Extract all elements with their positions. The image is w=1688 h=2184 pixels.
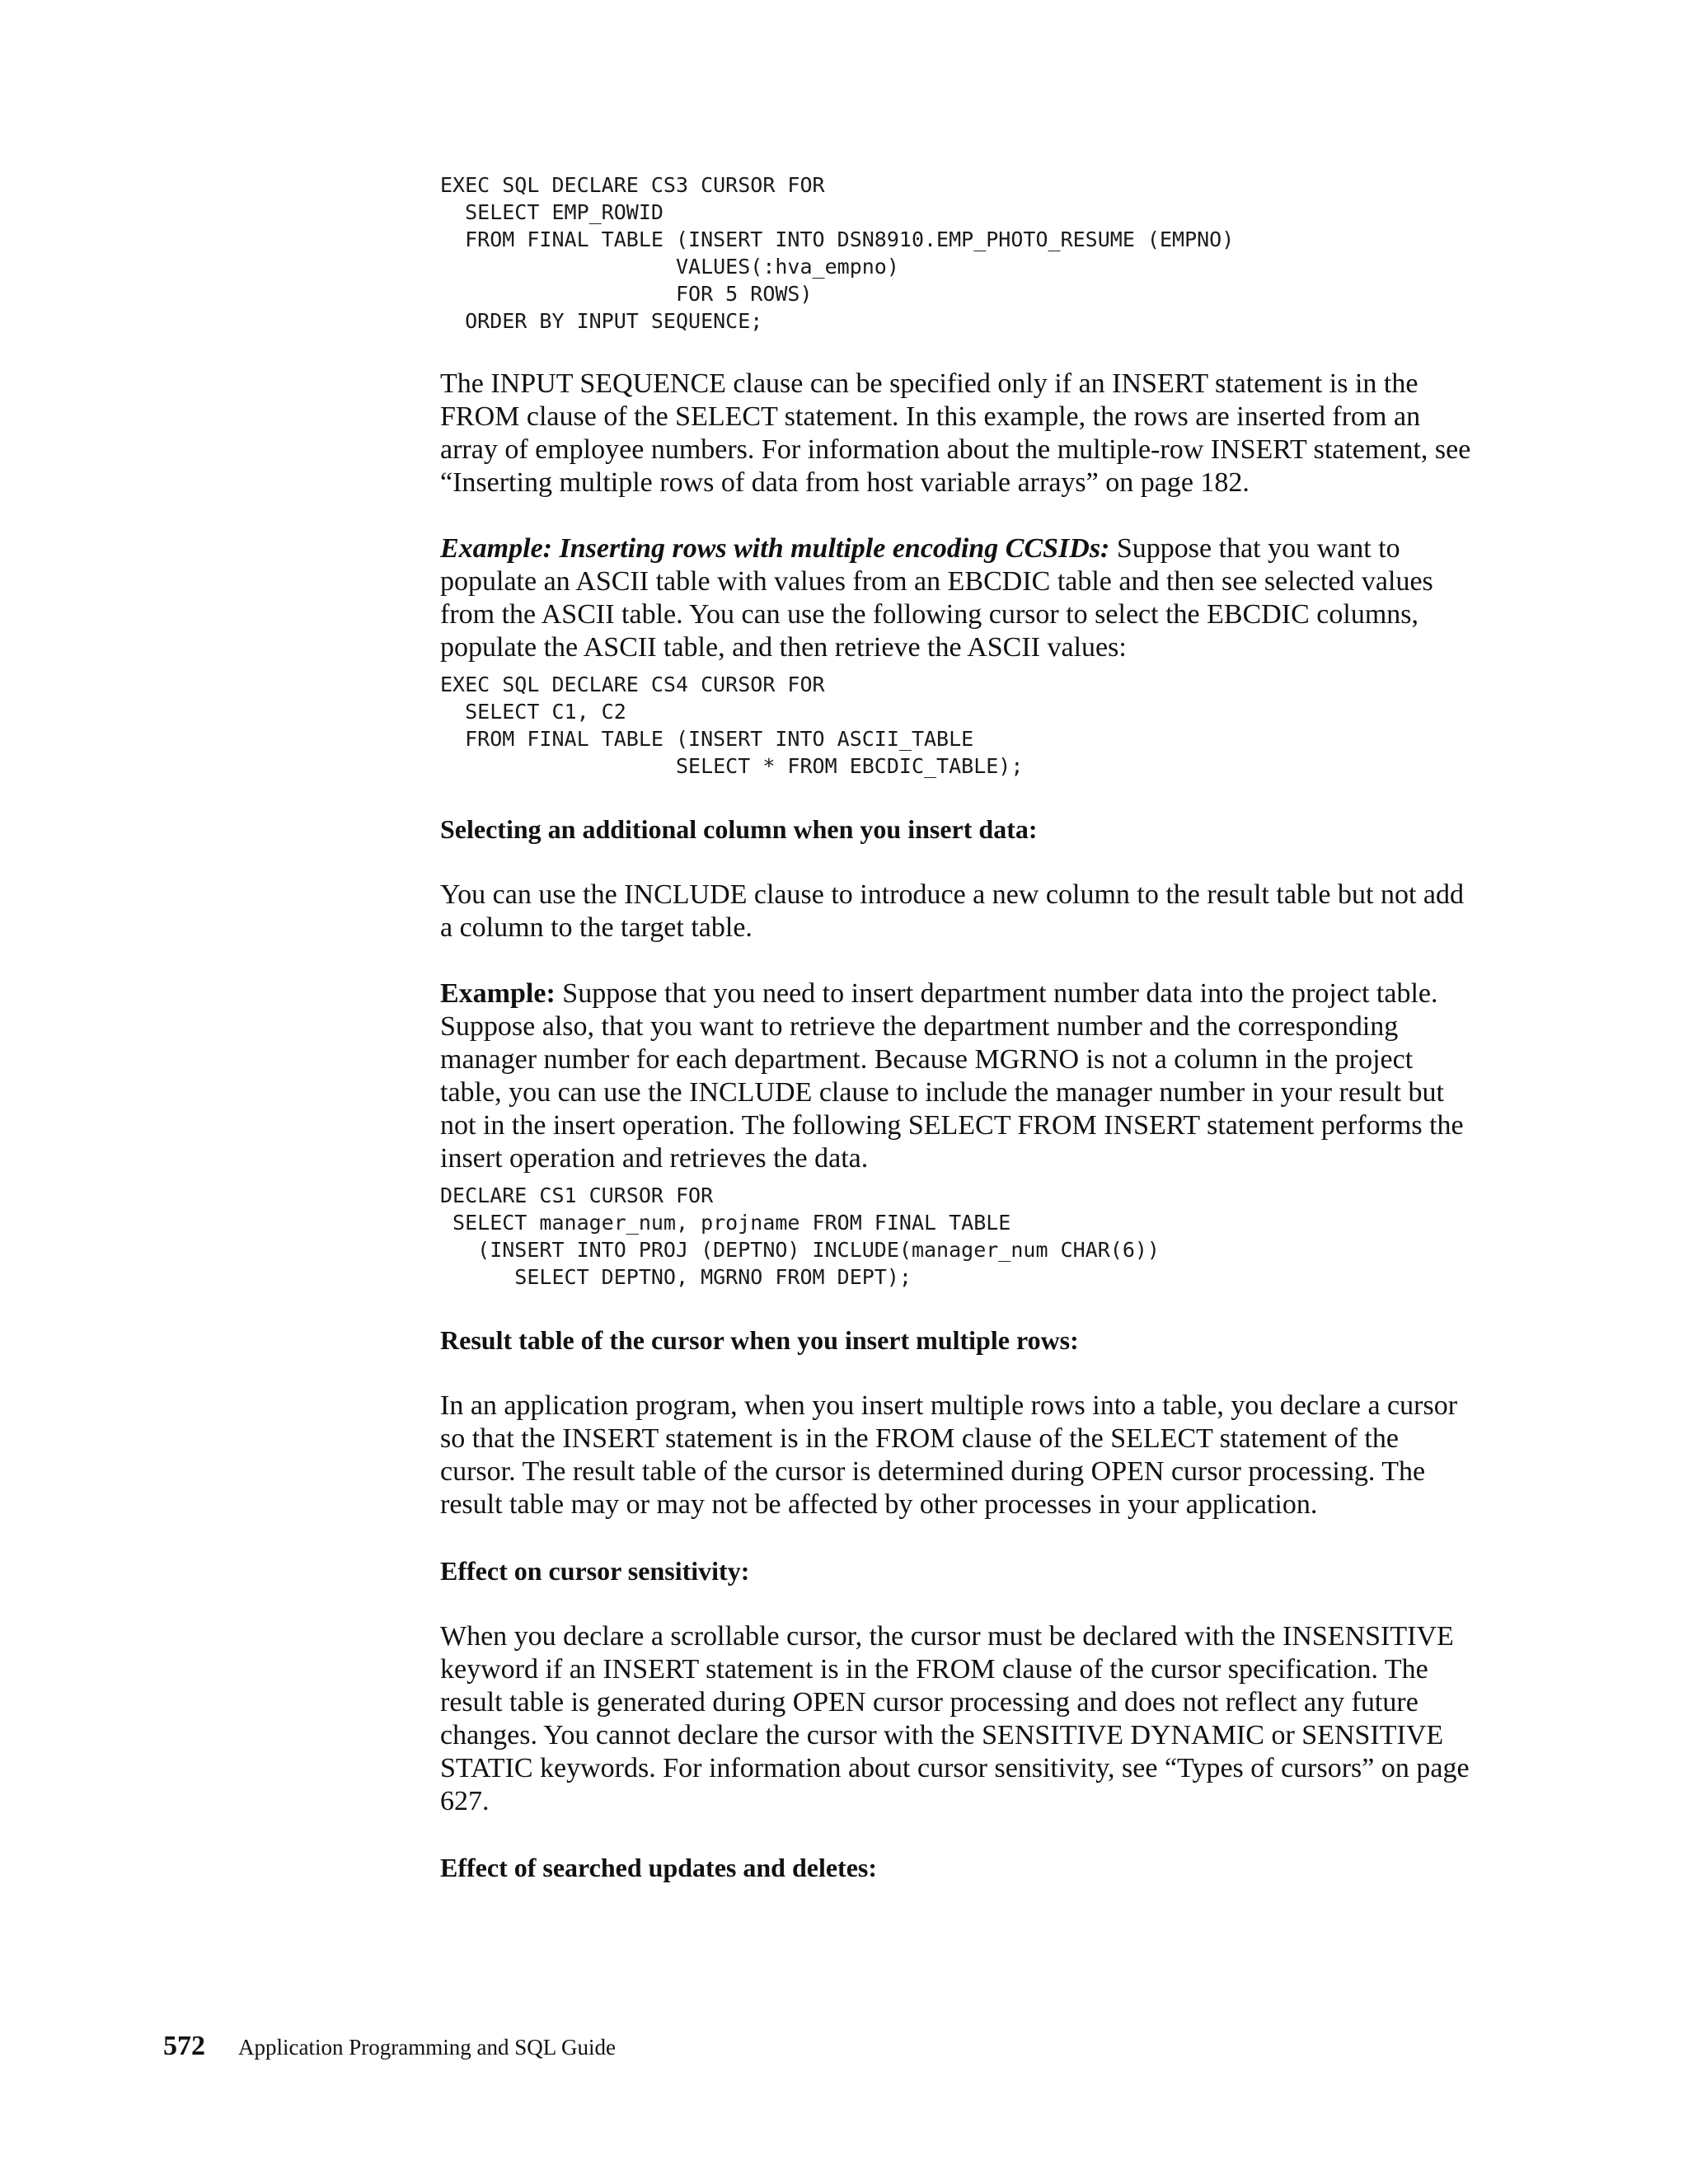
paragraph-result-table: In an application program, when you insert multiple rows into a table, you declare a cursor so that the INSERT statement is in the FROM clause of the SELECT statement of the cursor. The result table of the cursor is determined during OPEN cursor processing. The result table may or may not be affected by other processes in your application. (440, 1390, 1458, 1520)
paragraph-include-example (440, 977, 1479, 1175)
paragraph-ccsid-example (440, 532, 1479, 664)
ccsid-example-label: Example: Inserting rows with multiple encoding CCSIDs: (440, 533, 1110, 564)
paragraph-input-sequence: The INPUT SEQUENCE clause can be specified only if an INSERT statement is in the FROM clause of the SELECT statement. In this example, the rows are inserted from an array of employee numbers. For information about the multiple-row INSERT statement, see “Inserting multiple rows of data from host variable arrays” on page 182. (440, 368, 1471, 498)
page-footer (163, 2031, 616, 2062)
main-content (440, 171, 1479, 1884)
page-number: 572 (163, 2031, 205, 2061)
heading-searched-updates: Effect of searched updates and deletes: (440, 1853, 878, 1882)
code-block-cs3: EXEC SQL DECLARE CS3 CURSOR FOR SELECT EMP_ROWID FROM FINAL TABLE (INSERT INTO DSN8910.EMP_PHOTO_RESUME (EMPNO) VALUES(:hva_empno) FOR 5 ROWS) ORDER BY INPUT SEQUENCE; (440, 173, 1235, 333)
heading-cursor-sensitivity: Effect on cursor sensitivity: (440, 1556, 750, 1586)
code-block-cs4: EXEC SQL DECLARE CS4 CURSOR FOR SELECT C1, C2 FROM FINAL TABLE (INSERT INTO ASCII_TABLE SELECT * FROM EBCDIC_TABLE); (440, 673, 1024, 778)
paragraph-include-clause: You can use the INCLUDE clause to introduce a new column to the result table but not add a column to the target table. (440, 879, 1464, 943)
example-text: Suppose that you need to insert department number data into the project table. Suppose also, that you want to retrieve the department number and the corresponding manager number for each department. Because MGRNO is not a column in the project table, you can use the INCLUDE clause to include the manager number in your result but not in the insert operation. The following SELECT FROM INSERT statement performs the insert operation and retrieves the data. (440, 978, 1464, 1174)
heading-result-table: Result table of the cursor when you insert multiple rows: (440, 1325, 1079, 1355)
book-title: Application Programming and SQL Guide (238, 2035, 616, 2060)
ccsid-example-text: Suppose that you want to populate an ASCII table with values from an EBCDIC table and then see selected values from the ASCII table. You can use the following cursor to select the EBCDIC columns, populate the ASCII table, and then retrieve the ASCII values: (440, 533, 1433, 663)
example-label: Example: (440, 978, 556, 1009)
heading-additional-column: Selecting an additional column when you insert data: (440, 814, 1038, 844)
paragraph-cursor-sensitivity: When you declare a scrollable cursor, the cursor must be declared with the INSENSITIVE keyword if an INSERT statement is in the FROM clause of the cursor specification. The result table is generated during OPEN cursor processing and does not reflect any future changes. You cannot declare the cursor with the SENSITIVE DYNAMIC or SENSITIVE STATIC keywords. For information about cursor sensitivity, see “Types of cursors” on page 627. (440, 1621, 1470, 1816)
code-block-cs1: DECLARE CS1 CURSOR FOR SELECT manager_num, projname FROM FINAL TABLE (INSERT INTO PROJ (DEPTNO) INCLUDE(manager_num CHAR(6)) SELECT DEPTNO, MGRNO FROM DEPT); (440, 1183, 1160, 1289)
